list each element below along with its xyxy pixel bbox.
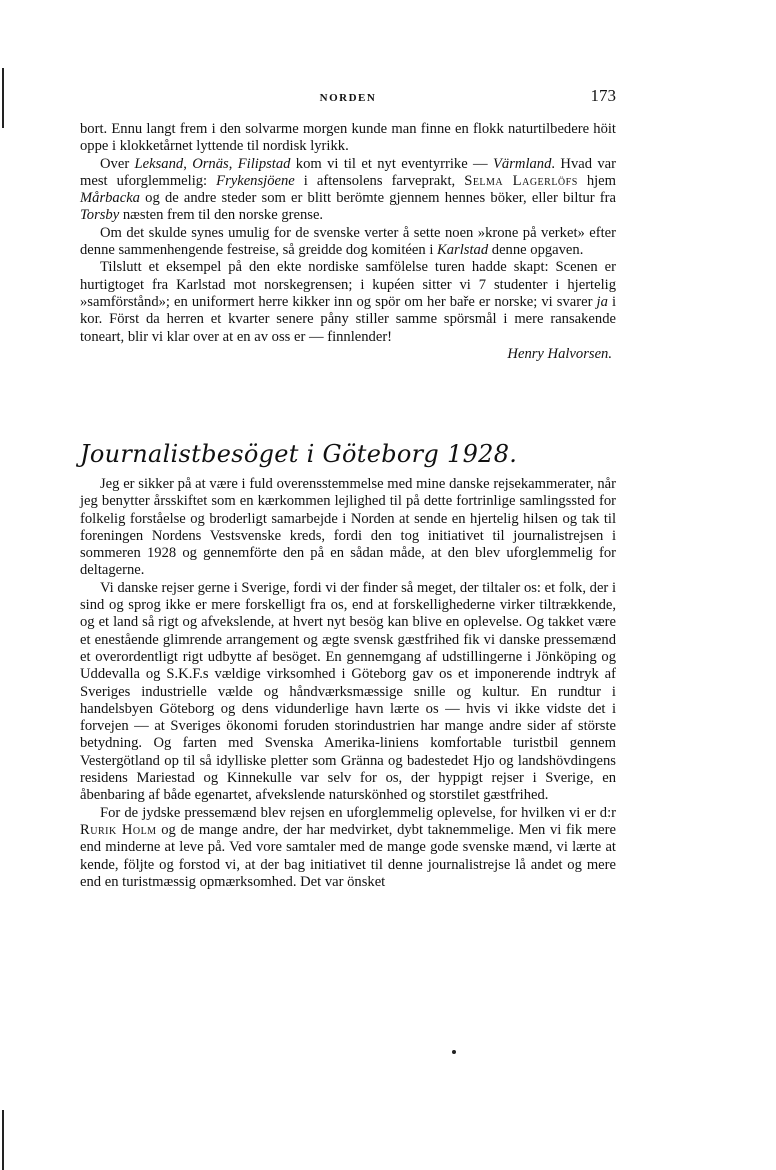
place-name: Värmland — [493, 155, 552, 172]
page-header — [80, 86, 616, 110]
person-name: Rurik Holm — [80, 821, 157, 838]
paragraph: Om det skulde synes umulig for de svenske verter å sette noen »krone på verket» efter denne sammenhengende festreise, så greidde dog komitéen i Karlstad denne opgaven. — [80, 224, 616, 259]
place-name: Karlstad — [437, 242, 489, 259]
paragraph: Jeg er sikker på at være i fuld overensstemmelse med mine danske rejsekammerater, når jeg benytter årsskiftet som en kærkommen lejlighed til på dette fortrinlige samlingssted for folkelig forståelse og broderligt samarbejde i Norden at sende en hjertelig hilsen og tak til foreningen Nordens Vestsvenske kreds, fordi den tog initiativet til journalistrejsen i sommeren 1928 og gennemförte den på en sådan måde, at den blev uforglemmelig for deltagerne. — [80, 476, 616, 579]
paragraph: Over Leksand, Ornäs, Filipstad kom vi til et nyt eventyrrike — Värmland. Hvad var mest uforglemmelig: Frykensjöene i aftensolens farveprakt, Selma Lagerlöfs hjem Mårbacka og de andre steder som er blitt berömte gjennem hennes böker, eller biltur fra Torsby næsten frem til den norske grense. — [80, 155, 617, 224]
scan-edge-mark-bottom — [2, 1110, 4, 1170]
place-name: Frykensjöene — [216, 172, 295, 189]
person-name: Selma Lagerlöfs — [464, 172, 578, 189]
place-name: Torsby — [80, 207, 120, 224]
paragraph: For de jydske pressemænd blev rejsen en uforglemmelig oplevelse, for hvilken vi er d:r Rurik Holm og de mange andre, der har medvirket, dybt taknemmelige. Men vi fik mere end minderne at leve på. Ved vore samtaler med de mange gode svenske mænd, vi lærte at kende, följte og forstod vi, at der bag initiativet til denne journalistrejse lå andet og mere end en turistmæssig opmærksomhed. Det var önsket — [80, 804, 616, 890]
place-name: Ornäs — [192, 155, 229, 172]
running-head: NORDEN — [319, 92, 377, 104]
place-name: Mårbacka — [80, 190, 140, 207]
article-goteborg-text — [80, 476, 616, 891]
place-name: Leksand — [134, 155, 184, 172]
author-signature: Henry Halvorsen. — [507, 345, 612, 362]
paragraph: bort. Ennu langt frem i den solvarme morgen kunde man finne en flokk naturtilbedere höit oppe i klokketårnet lyttende til nordisk lyrikk. — [80, 121, 616, 155]
page-number: 173 — [590, 86, 616, 105]
paragraph: Vi danske rejser gerne i Sverige, fordi vi der finder så meget, der tiltaler os: et folk, der i sind og sprog ikke er mere forskelligt fra os, end at forskellighederne virker tiltrækkende, og et land så rigt og afvekslende, at hvert nyt besög kan blive en oplevelse. Og takket være et enestående glimrende arrangement og ægte svensk gæstfrihed fik vi danske pressemænd et overordentligt rigt udbytte af besöget. En gennemgang af udstillingerne i Jönköping og Uddevalla og S.K.F.s vældige virksomhed i Göteborg gav os et imponerende indtryk af Sveriges industrielle vælde og håndværksmæssige snille og kultur. En rundtur i handelsbyen Göteborg og dens vidunderlige havn lærte os — hvis vi ikke vidste det i forvejen — at Sveriges ökonomi foruden storindustrien har mange andre sider af störste betydning. Og farten med Svenska Amerika-liniens komfortable turistbil gennem Vestergötland op til så idylliske pletter som Gränna og badestedet Hjo og landshövdingens residens Mariestad og Kinnekulle var selv for os, der hyppigt rejser i Sverige, en åbenbaring af både egenartet, afvekslende naturskönhed og storstilet gæstfrihed. — [80, 579, 616, 804]
stray-ink-dot — [452, 1050, 456, 1054]
emphasis: ja — [596, 293, 608, 310]
article-title: Journalistbesöget i Göteborg 1928. — [80, 440, 518, 468]
paragraph: Tilslutt et eksempel på den ekte nordiske samfölelse turen hadde skapt: Scenen er hurtigtoget fra Karlstad mot norskegrensen; i kupéen sitter vi 7 studenter i hjertelig »samförstånd»; en uniformert herre kikker inn og spör om her baře er norske; vi svarer ja i kor. Först da herren et kvarter senere påny stiller samme spörsmål i mere ransakende toneart, blir vi klar over at en av oss er — finnlender! — [80, 259, 616, 345]
article-halvorsen-text — [80, 121, 616, 363]
scan-edge-mark-top — [2, 68, 4, 128]
place-name: Filipstad — [237, 155, 291, 172]
